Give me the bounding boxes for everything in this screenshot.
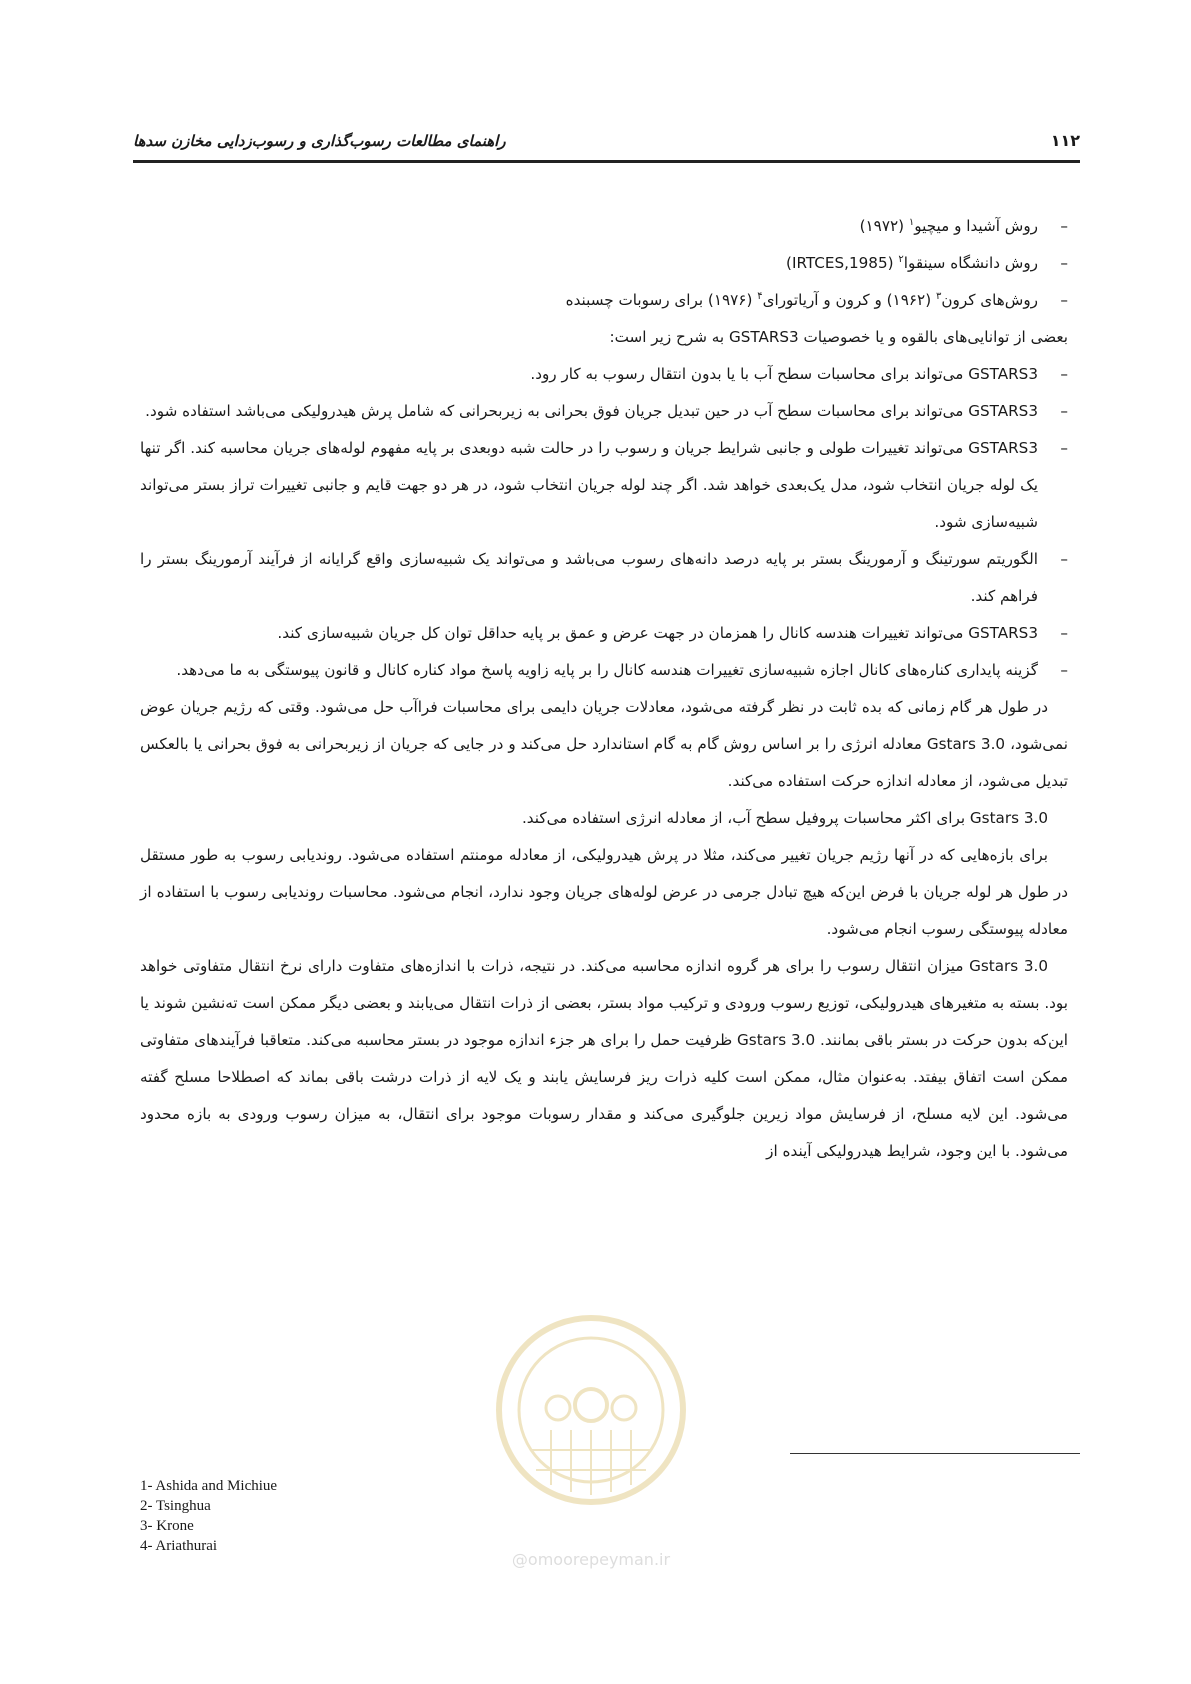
capabilities-intro: بعضی از توانایی‌های بالقوه و یا خصوصیات GSTARS3 به شرح زیر است: — [609, 328, 1068, 346]
footnote: 2- Tsinghua — [140, 1498, 211, 1514]
list-item: – روش‌های کرون$^۳$ (۱۹۶۲) و کرون و آریاتورای$^۴$ (۱۹۷۶) برای رسوبات چسبنده — [140, 282, 1068, 319]
methods-list — [140, 208, 1068, 319]
paragraph: در طول هر گام زمانی که بده ثابت در نظر گرفته می‌شود، معادلات جریان دایمی برای محاسبات فراآب حل می‌شود. وقتی که رژیم جریان عوض نمی‌شود، Gstars 3.0 معادله انرژی را بر اساس روش گام به گام استاندارد حل می‌کند و در جایی که جریان از زیربحرانی به فوق بحرانی یا بالعکس تبدیل می‌شود، از معادله اندازه حرکت استفاده می‌کند. — [140, 698, 1068, 790]
list-item: – GSTARS3 می‌تواند برای محاسبات سطح آب در حین تبدیل جریان فوق بحرانی به زیربحرانی که شامل پرش هیدرولیکی می‌باشد استفاده شود. — [140, 393, 1068, 430]
footnotes — [140, 1476, 277, 1556]
page-number: ۱۱۲ — [1050, 131, 1080, 150]
list-item: – روش دانشگاه سینقوا$^۲$ (IRTCES,1985) — [140, 245, 1068, 282]
page-header — [133, 128, 1080, 163]
list-item: – GSTARS3 می‌تواند تغییرات هندسه کانال را همزمان در جهت عرض و عمق بر پایه حداقل توان کل جریان شبیه‌سازی کند. — [140, 615, 1068, 652]
seal-icon — [486, 1300, 696, 1550]
paragraph: Gstars 3.0 برای اکثر محاسبات پروفیل سطح آب، از معادله انرژی استفاده می‌کند. — [521, 809, 1048, 827]
paragraph: برای بازه‌هایی که در آنها رژیم جریان تغییر می‌کند، مثلا در پرش هیدرولیکی، از معادله مومنتم استفاده می‌شود. روندیابی رسوب به طور مستقل در طول هر لوله جریان با فرض این‌که هیچ تبادل جرمی در عرض لوله‌های جریان وجود ندارد، انجام می‌شود. محاسبات روندیابی رسوب با استفاده از معادله پیوستگی رسوب انجام می‌شود. — [140, 846, 1068, 938]
footnote: 4- Ariathurai — [140, 1538, 218, 1554]
main-text — [140, 208, 1068, 1170]
watermark-site: @omoorepeyman.ir — [511, 1550, 671, 1569]
footnote: 3- Krone — [140, 1518, 194, 1534]
footnote: 1- Ashida and Michiue — [140, 1478, 278, 1494]
list-item: – GSTARS3 می‌تواند برای محاسبات سطح آب با یا بدون انتقال رسوب به کار رود. — [140, 356, 1068, 393]
paragraph: Gstars 3.0 میزان انتقال رسوب را برای هر گروه اندازه محاسبه می‌کند. در نتیجه، ذرات با اندازه‌های متفاوت دارای نرخ انتقال متفاوتی خواهد بود. بسته به متغیرهای هیدرولیکی، توزیع رسوب ورودی و ترکیب مواد بستر، بعضی از ذرات انتقال می‌یابند و بعضی دیگر ممکن است ته‌نشین شوند یا این‌که بدون حرکت در بستر باقی بمانند. Gstars 3.0 ظرفیت حمل را برای هر جزء اندازه موجود در بستر محاسبه می‌کند. متعاقبا فرآیندهای متفاوتی ممکن است اتفاق بیفتد. به‌عنوان مثال، ممکن است کلیه ذرات ریز فرسایش یابند و یک لایه از ذرات درشت باقی بماند که اصطلاحا مسلح گفته می‌شود. این لایه مسلح، از فرسایش مواد زیرین جلوگیری می‌کند و مقدار رسوبات موجود برای انتقال، به میزان رسوب ورودی به بازه محدود می‌شود. با این وجود، شرایط هیدرولیکی آینده از — [140, 957, 1068, 1160]
list-item: – روش آشیدا و میچیو$^۱$ (۱۹۷۲) — [140, 208, 1068, 245]
list-item: – الگوریتم سورتینگ و آرمورینگ بستر بر پایه درصد دانه‌های رسوب می‌باشد و می‌تواند یک شبیه‌سازی واقع گرایانه از فرآیند آرمورینگ بستر را فراهم کند. — [140, 541, 1068, 615]
list-item: – GSTARS3 می‌تواند تغییرات طولی و جانبی شرایط جریان و رسوب را در حالت شبه دوبعدی بر پایه مفهوم لوله‌های جریان محاسبه کند. اگر تنها یک لوله جریان انتخاب شود، مدل یک‌بعدی خواهد شد. اگر چند لوله جریان انتخاب شود، در هر دو جهت قایم و جانبی تغییرات تراز بستر می‌تواند شبیه‌سازی شود. — [140, 430, 1068, 541]
list-item: – گزینه پایداری کناره‌های کانال اجازه شبیه‌سازی تغییرات هندسه کانال را بر پایه زاویه پاسخ مواد کناره کانال و قانون پیوستگی به ما می‌دهد. — [140, 652, 1068, 689]
capabilities-list — [140, 356, 1068, 689]
footnote-divider — [790, 1453, 1080, 1454]
running-title: راهنمای مطالعات رسوب‌گذاری و رسوب‌زدایی مخازن سدها — [133, 132, 506, 150]
watermark-logo — [486, 1300, 696, 1580]
